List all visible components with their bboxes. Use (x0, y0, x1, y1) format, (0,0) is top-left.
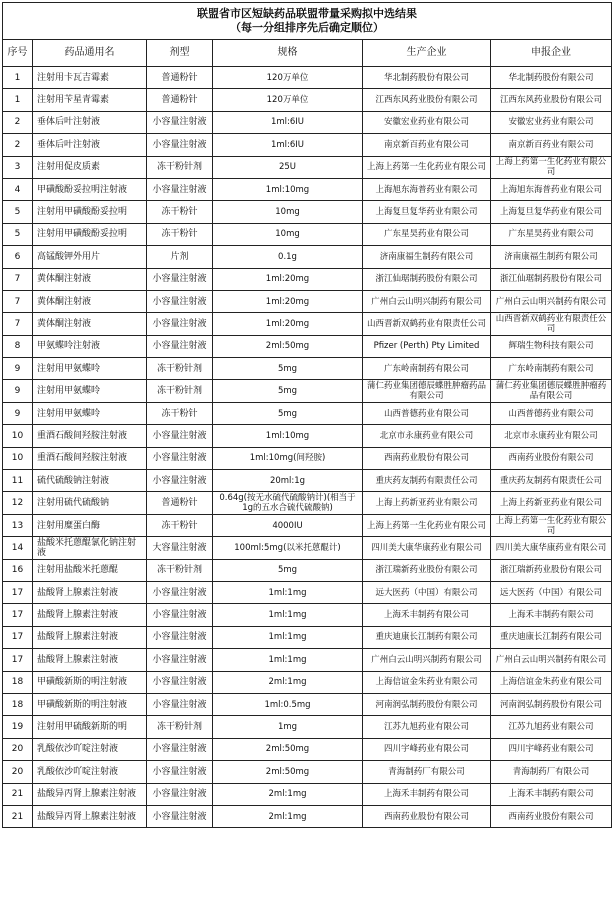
table-row (3, 537, 612, 559)
table-row (3, 604, 612, 626)
cell-dosage-form: 冻干粉针 (147, 514, 213, 536)
cell-dosage-form: 冻干粉针 (147, 201, 213, 223)
page-title: 联盟省市区短缺药品联盟带量采购拟中选结果 (197, 7, 417, 20)
cell-manufacturer: 河南润弘制药股份有限公司 (363, 693, 491, 715)
col-header-no: 序号 (3, 40, 33, 67)
cell-drug-name: 盐酸异丙肾上腺素注射液 (33, 805, 147, 827)
cell-no: 18 (3, 671, 33, 693)
cell-dosage-form: 冻干粉针剂 (147, 156, 213, 178)
cell-specification: 5mg (213, 358, 363, 380)
cell-manufacturer: Pfizer (Perth) Pty Limited (363, 335, 491, 357)
cell-drug-name: 甲氨蝶呤注射液 (33, 335, 147, 357)
cell-specification: 0.1g (213, 246, 363, 268)
cell-specification: 2ml:50mg (213, 335, 363, 357)
cell-dosage-form: 冻干粉针剂 (147, 559, 213, 581)
cell-manufacturer: 上海旭东海普药业有限公司 (363, 178, 491, 200)
table-row (3, 671, 612, 693)
cell-specification: 1ml:20mg (213, 268, 363, 290)
cell-no: 18 (3, 693, 33, 715)
cell-dosage-form: 小容量注射液 (147, 649, 213, 671)
cell-drug-name: 高锰酸钾外用片 (33, 246, 147, 268)
cell-specification: 1ml:10mg(间羟胺) (213, 447, 363, 469)
cell-manufacturer: 浙江瑞新药业股份有限公司 (363, 559, 491, 581)
cell-specification: 120万单位 (213, 67, 363, 89)
cell-no: 7 (3, 290, 33, 312)
cell-no: 17 (3, 581, 33, 603)
cell-applicant: 华北制药股份有限公司 (491, 67, 612, 89)
cell-no: 7 (3, 268, 33, 290)
table-row (3, 514, 612, 536)
cell-applicant: 广东岭南制药有限公司 (491, 358, 612, 380)
cell-applicant: 四川宇峰药业有限公司 (491, 738, 612, 760)
document-page (2, 2, 611, 828)
cell-specification: 1ml:1mg (213, 626, 363, 648)
cell-no: 2 (3, 134, 33, 156)
cell-no: 17 (3, 604, 33, 626)
cell-no: 6 (3, 246, 33, 268)
cell-manufacturer: 上海上药第一生化药业有限公司 (363, 514, 491, 536)
cell-specification: 10mg (213, 201, 363, 223)
cell-manufacturer: 山西晋新双鹤药业有限责任公司 (363, 313, 491, 335)
title-row (3, 3, 612, 40)
cell-no: 13 (3, 514, 33, 536)
table-row (3, 67, 612, 89)
page-subtitle: （每一分组排序先后确定顺位） (230, 21, 384, 34)
cell-manufacturer: 江西东风药业股份有限公司 (363, 89, 491, 111)
cell-dosage-form: 冻干粉针剂 (147, 716, 213, 738)
cell-applicant: 上海上药第一生化药业有限公司 (491, 514, 612, 536)
table-row (3, 738, 612, 760)
cell-dosage-form: 小容量注射液 (147, 290, 213, 312)
col-header-spec: 规格 (213, 40, 363, 67)
cell-drug-name: 盐酸肾上腺素注射液 (33, 626, 147, 648)
cell-dosage-form: 小容量注射液 (147, 313, 213, 335)
cell-dosage-form: 冻干粉针 (147, 223, 213, 245)
table-row (3, 626, 612, 648)
cell-applicant: 浙江瑞新药业股份有限公司 (491, 559, 612, 581)
cell-applicant: 远大医药（中国）有限公司 (491, 581, 612, 603)
cell-dosage-form: 小容量注射液 (147, 671, 213, 693)
table-row (3, 358, 612, 380)
cell-manufacturer: 江苏九旭药业有限公司 (363, 716, 491, 738)
table-row (3, 201, 612, 223)
cell-drug-name: 盐酸肾上腺素注射液 (33, 604, 147, 626)
col-header-form: 剂型 (147, 40, 213, 67)
cell-applicant: 广州白云山明兴制药有限公司 (491, 290, 612, 312)
cell-no: 7 (3, 313, 33, 335)
cell-manufacturer: 上海上药新亚药业有限公司 (363, 492, 491, 514)
cell-manufacturer: 山西普德药业有限公司 (363, 402, 491, 424)
table-row (3, 716, 612, 738)
table-row (3, 89, 612, 111)
table-row (3, 402, 612, 424)
cell-drug-name: 注射用糜蛋白酶 (33, 514, 147, 536)
cell-specification: 4000IU (213, 514, 363, 536)
cell-dosage-form: 小容量注射液 (147, 447, 213, 469)
table-row (3, 470, 612, 492)
cell-dosage-form: 冻干粉针剂 (147, 358, 213, 380)
cell-drug-name: 注射用甲磺酸酚妥拉明 (33, 201, 147, 223)
table-row (3, 805, 612, 827)
cell-manufacturer: 重庆药友制药有限责任公司 (363, 470, 491, 492)
table-row (3, 425, 612, 447)
table-row (3, 223, 612, 245)
cell-drug-name: 注射用苄星青霉素 (33, 89, 147, 111)
cell-no: 4 (3, 178, 33, 200)
table-row (3, 581, 612, 603)
cell-manufacturer: 广州白云山明兴制药有限公司 (363, 649, 491, 671)
cell-drug-name: 注射用甲磺酸酚妥拉明 (33, 223, 147, 245)
cell-drug-name: 盐酸异丙肾上腺素注射液 (33, 783, 147, 805)
cell-drug-name: 注射用甲氨蝶呤 (33, 402, 147, 424)
cell-applicant: 江西东风药业股份有限公司 (491, 89, 612, 111)
cell-drug-name: 甲磺酸酚妥拉明注射液 (33, 178, 147, 200)
cell-applicant: 北京市永康药业有限公司 (491, 425, 612, 447)
cell-dosage-form: 小容量注射液 (147, 783, 213, 805)
cell-specification: 5mg (213, 402, 363, 424)
cell-specification: 1ml:0.5mg (213, 693, 363, 715)
cell-dosage-form: 小容量注射液 (147, 425, 213, 447)
cell-manufacturer: 上海上药第一生化药业有限公司 (363, 156, 491, 178)
cell-no: 19 (3, 716, 33, 738)
cell-no: 2 (3, 111, 33, 133)
cell-specification: 25U (213, 156, 363, 178)
cell-specification: 100ml:5mg(以米托蒽醌计) (213, 537, 363, 559)
table-row (3, 559, 612, 581)
cell-specification: 1ml:6IU (213, 111, 363, 133)
cell-specification: 2ml:1mg (213, 805, 363, 827)
cell-drug-name: 垂体后叶注射液 (33, 134, 147, 156)
cell-applicant: 西南药业股份有限公司 (491, 447, 612, 469)
cell-no: 17 (3, 626, 33, 648)
cell-drug-name: 注射用硫代硫酸钠 (33, 492, 147, 514)
cell-dosage-form: 小容量注射液 (147, 581, 213, 603)
cell-manufacturer: 青海制药厂有限公司 (363, 761, 491, 783)
cell-specification: 1mg (213, 716, 363, 738)
cell-applicant: 上海禾丰制药有限公司 (491, 604, 612, 626)
cell-applicant: 青海制药厂有限公司 (491, 761, 612, 783)
cell-manufacturer: 济南康福生制药有限公司 (363, 246, 491, 268)
table-row (3, 290, 612, 312)
cell-applicant: 重庆药友制药有限责任公司 (491, 470, 612, 492)
cell-no: 9 (3, 358, 33, 380)
cell-no: 1 (3, 67, 33, 89)
cell-manufacturer: 西南药业股份有限公司 (363, 447, 491, 469)
cell-applicant: 济南康福生制药有限公司 (491, 246, 612, 268)
cell-applicant: 安徽宏业药业有限公司 (491, 111, 612, 133)
cell-applicant: 西南药业股份有限公司 (491, 805, 612, 827)
title-cell (3, 3, 612, 40)
table-row (3, 649, 612, 671)
cell-no: 21 (3, 783, 33, 805)
cell-specification: 2ml:50mg (213, 761, 363, 783)
table-row (3, 783, 612, 805)
cell-drug-name: 注射用促皮质素 (33, 156, 147, 178)
cell-drug-name: 垂体后叶注射液 (33, 111, 147, 133)
table-row (3, 268, 612, 290)
cell-drug-name: 甲磺酸新斯的明注射液 (33, 693, 147, 715)
cell-no: 3 (3, 156, 33, 178)
cell-manufacturer: 重庆迪康长江制药有限公司 (363, 626, 491, 648)
cell-dosage-form: 小容量注射液 (147, 268, 213, 290)
cell-dosage-form: 大容量注射液 (147, 537, 213, 559)
cell-manufacturer: 四川美大康华康药业有限公司 (363, 537, 491, 559)
cell-no: 9 (3, 402, 33, 424)
table-row (3, 380, 612, 402)
cell-drug-name: 盐酸米托蒽醌氯化钠注射液 (33, 537, 147, 559)
cell-drug-name: 盐酸肾上腺素注射液 (33, 649, 147, 671)
cell-specification: 10mg (213, 223, 363, 245)
cell-applicant: 河南润弘制药股份有限公司 (491, 693, 612, 715)
cell-no: 8 (3, 335, 33, 357)
cell-dosage-form: 小容量注射液 (147, 178, 213, 200)
cell-no: 5 (3, 201, 33, 223)
cell-dosage-form: 普通粉针 (147, 89, 213, 111)
cell-specification: 1ml:10mg (213, 178, 363, 200)
cell-applicant: 上海信谊金朱药业有限公司 (491, 671, 612, 693)
cell-manufacturer: 上海禾丰制药有限公司 (363, 783, 491, 805)
table-row (3, 156, 612, 178)
cell-specification: 1ml:10mg (213, 425, 363, 447)
cell-specification: 1ml:20mg (213, 290, 363, 312)
table-row (3, 134, 612, 156)
cell-manufacturer: 上海禾丰制药有限公司 (363, 604, 491, 626)
cell-manufacturer: 广东星昊药业有限公司 (363, 223, 491, 245)
cell-drug-name: 硫代硫酸钠注射液 (33, 470, 147, 492)
table-row (3, 111, 612, 133)
cell-specification: 20ml:1g (213, 470, 363, 492)
cell-dosage-form: 小容量注射液 (147, 738, 213, 760)
cell-drug-name: 注射用甲氨蝶呤 (33, 380, 147, 402)
cell-dosage-form: 小容量注射液 (147, 335, 213, 357)
table-row (3, 693, 612, 715)
table-row (3, 761, 612, 783)
cell-drug-name: 注射用盐酸米托蒽醌 (33, 559, 147, 581)
cell-applicant: 广东星昊药业有限公司 (491, 223, 612, 245)
cell-applicant: 重庆迪康长江制药有限公司 (491, 626, 612, 648)
cell-drug-name: 黄体酮注射液 (33, 313, 147, 335)
cell-applicant: 山西普德药业有限公司 (491, 402, 612, 424)
cell-manufacturer: 安徽宏业药业有限公司 (363, 111, 491, 133)
cell-drug-name: 注射用甲氨蝶呤 (33, 358, 147, 380)
cell-applicant: 上海上药新亚药业有限公司 (491, 492, 612, 514)
cell-dosage-form: 片剂 (147, 246, 213, 268)
cell-drug-name: 乳酸依沙吖啶注射液 (33, 761, 147, 783)
cell-dosage-form: 小容量注射液 (147, 111, 213, 133)
table-body (3, 67, 612, 828)
cell-drug-name: 黄体酮注射液 (33, 290, 147, 312)
cell-specification: 5mg (213, 559, 363, 581)
cell-no: 17 (3, 649, 33, 671)
cell-dosage-form: 小容量注射液 (147, 761, 213, 783)
table-row (3, 178, 612, 200)
cell-dosage-form: 冻干粉针剂 (147, 380, 213, 402)
cell-no: 20 (3, 738, 33, 760)
cell-manufacturer: 上海信谊金朱药业有限公司 (363, 671, 491, 693)
table-row (3, 313, 612, 335)
table-row (3, 447, 612, 469)
cell-applicant: 广州白云山明兴制药有限公司 (491, 649, 612, 671)
cell-applicant: 江苏九旭药业有限公司 (491, 716, 612, 738)
cell-applicant: 南京新百药业有限公司 (491, 134, 612, 156)
col-header-manufacturer: 生产企业 (363, 40, 491, 67)
cell-manufacturer: 华北制药股份有限公司 (363, 67, 491, 89)
cell-dosage-form: 普通粉针 (147, 492, 213, 514)
cell-applicant: 蒲仁药业集团德辰蝶胜肿瘤药品有限公司 (491, 380, 612, 402)
cell-dosage-form: 普通粉针 (147, 67, 213, 89)
cell-dosage-form: 小容量注射液 (147, 134, 213, 156)
table-row (3, 335, 612, 357)
cell-specification: 2ml:1mg (213, 783, 363, 805)
cell-applicant: 上海复旦复华药业有限公司 (491, 201, 612, 223)
cell-specification: 1ml:20mg (213, 313, 363, 335)
cell-no: 5 (3, 223, 33, 245)
cell-drug-name: 注射用卡瓦吉霉素 (33, 67, 147, 89)
cell-no: 16 (3, 559, 33, 581)
cell-no: 21 (3, 805, 33, 827)
cell-specification: 1ml:1mg (213, 604, 363, 626)
cell-no: 1 (3, 89, 33, 111)
cell-manufacturer: 广东岭南制药有限公司 (363, 358, 491, 380)
cell-applicant: 浙江仙琚制药股份有限公司 (491, 268, 612, 290)
cell-manufacturer: 四川宇峰药业有限公司 (363, 738, 491, 760)
cell-manufacturer: 远大医药（中国）有限公司 (363, 581, 491, 603)
cell-applicant: 四川美大康华康药业有限公司 (491, 537, 612, 559)
cell-specification: 1ml:1mg (213, 649, 363, 671)
cell-dosage-form: 小容量注射液 (147, 693, 213, 715)
cell-manufacturer: 西南药业股份有限公司 (363, 805, 491, 827)
cell-no: 11 (3, 470, 33, 492)
col-header-name: 药品通用名 (33, 40, 147, 67)
cell-dosage-form: 冻干粉针 (147, 402, 213, 424)
cell-specification: 0.64g(按无水硫代硫酸钠计)(相当于1g的五水合硫代硫酸钠) (213, 492, 363, 514)
col-header-applicant: 申报企业 (491, 40, 612, 67)
cell-drug-name: 重酒石酸间羟胺注射液 (33, 447, 147, 469)
cell-no: 12 (3, 492, 33, 514)
cell-no: 9 (3, 380, 33, 402)
table-row (3, 492, 612, 514)
cell-specification: 2ml:50mg (213, 738, 363, 760)
cell-manufacturer: 北京市永康药业有限公司 (363, 425, 491, 447)
cell-dosage-form: 小容量注射液 (147, 626, 213, 648)
cell-no: 20 (3, 761, 33, 783)
cell-no: 10 (3, 425, 33, 447)
cell-applicant: 辉瑞生物科技有限公司 (491, 335, 612, 357)
cell-specification: 1ml:1mg (213, 581, 363, 603)
cell-drug-name: 黄体酮注射液 (33, 268, 147, 290)
cell-applicant: 山西晋新双鹤药业有限责任公司 (491, 313, 612, 335)
cell-manufacturer: 上海复旦复华药业有限公司 (363, 201, 491, 223)
cell-drug-name: 甲磺酸新斯的明注射液 (33, 671, 147, 693)
header-row (3, 40, 612, 67)
cell-applicant: 上海旭东海普药业有限公司 (491, 178, 612, 200)
cell-manufacturer: 南京新百药业有限公司 (363, 134, 491, 156)
cell-no: 10 (3, 447, 33, 469)
cell-specification: 120万单位 (213, 89, 363, 111)
table-row (3, 246, 612, 268)
cell-manufacturer: 蒲仁药业集团德辰蝶胜肿瘤药品有限公司 (363, 380, 491, 402)
cell-drug-name: 重酒石酸间羟胺注射液 (33, 425, 147, 447)
results-table (2, 2, 612, 828)
cell-dosage-form: 小容量注射液 (147, 805, 213, 827)
cell-specification: 2ml:1mg (213, 671, 363, 693)
cell-specification: 1ml:6IU (213, 134, 363, 156)
cell-specification: 5mg (213, 380, 363, 402)
cell-manufacturer: 浙江仙琚制药股份有限公司 (363, 268, 491, 290)
cell-dosage-form: 小容量注射液 (147, 604, 213, 626)
cell-applicant: 上海上药第一生化药业有限公司 (491, 156, 612, 178)
cell-applicant: 上海禾丰制药有限公司 (491, 783, 612, 805)
cell-manufacturer: 广州白云山明兴制药有限公司 (363, 290, 491, 312)
cell-dosage-form: 小容量注射液 (147, 470, 213, 492)
cell-drug-name: 注射用甲硫酸新斯的明 (33, 716, 147, 738)
cell-drug-name: 乳酸依沙吖啶注射液 (33, 738, 147, 760)
cell-no: 14 (3, 537, 33, 559)
cell-drug-name: 盐酸肾上腺素注射液 (33, 581, 147, 603)
